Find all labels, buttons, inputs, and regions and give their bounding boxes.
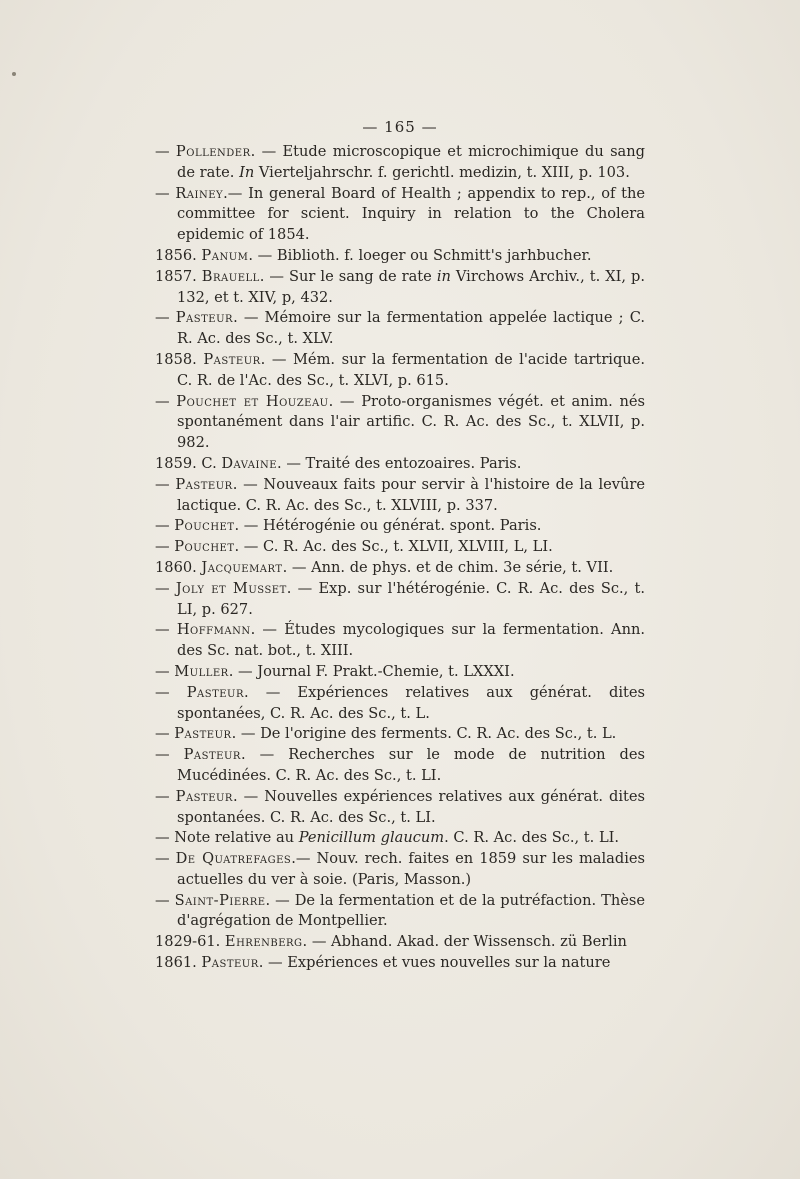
entry-text: . — Etude microscopique et microchimique du sang de rate. [177, 143, 645, 181]
entry-text: .— Nouv. rech. faites en 1859 sur les maladies actuelles du ver à soie. (Paris, Masson.) [177, 850, 646, 888]
author-name: Pouchet et Houzeau [176, 392, 329, 410]
entry-prefix: 1858. [155, 350, 204, 368]
entry-prefix: — [155, 850, 176, 868]
entry-text: . — Traité des entozoaires. Paris. [277, 454, 522, 472]
bibliography-entry [155, 537, 645, 558]
bibliography-entry [155, 516, 645, 537]
author-name: Pouchet [174, 517, 235, 535]
entry-text: . — Expériences relatives aux générat. dites spontanées, C. R. Ac. des Sc., t. L. [177, 683, 645, 722]
entry-text: . — Journal F. Prakt.-Chemie, t. LXXXI. [228, 662, 515, 680]
entry-prefix: 1859. C. [155, 454, 222, 472]
bibliography-entry [155, 350, 645, 392]
entry-text: . — Hétérogénie ou générat. spont. Paris. [234, 517, 542, 535]
entry-prefix: — [155, 143, 176, 160]
page-number: — 165 — [362, 118, 438, 136]
bibliography-entry [155, 454, 645, 475]
entry-prefix: — [155, 621, 177, 639]
bibliography-entry [155, 579, 645, 621]
bibliography-entry [155, 953, 645, 974]
author-name: Pouchet [174, 538, 235, 556]
entry-text-tail: Vierteljahrschr. f. gerichtl. medizin, t. XIII, p. 103. [254, 163, 630, 181]
author-name: Rainey [175, 184, 224, 202]
entry-prefix: 1860. [155, 558, 202, 576]
author-name: Pasteur [174, 725, 232, 743]
entry-text: . — Ann. de phys. et de chim. 3e série, t. VII. [282, 558, 614, 576]
author-name: Pasteur [175, 787, 233, 805]
entry-text: . — Abhand. Akad. der Wissensch. zü Berlin [302, 933, 627, 951]
bibliography-entry [155, 475, 645, 517]
entry-prefix: — [155, 662, 175, 680]
entry-italic: in [436, 267, 451, 285]
author-name: Pasteur [175, 309, 234, 327]
entry-prefix: 1861. [155, 954, 202, 972]
entry-text: . — Mém. sur la fermentation de l'acide tartrique. C. R. de l'Ac. des Sc., t. XLVI, p. 615. [177, 350, 645, 389]
entry-italic: In [239, 163, 255, 181]
entry-prefix: — [155, 683, 187, 701]
bibliography-entry [155, 308, 645, 350]
entry-text: . — De la fermentation et de la putréfaction. Thèse d'agrégation de Montpellier. [177, 891, 646, 930]
entry-prefix: — [155, 538, 175, 556]
bibliography-entry [155, 662, 645, 683]
author-name: Hoffmann [176, 621, 251, 639]
bibliography-entry [155, 745, 645, 787]
author-name: Jacquemart [201, 558, 283, 576]
entry-text: . — Expériences et vues nouvelles sur la nature [258, 954, 611, 972]
bibliography-entry [155, 932, 645, 953]
entry-prefix: 1857. [155, 267, 202, 285]
entry-text: . — Exp. sur l'hétérogénie. C. R. Ac. des Sc., t. LI, p. 627. [177, 579, 646, 618]
entry-text: . — Biblioth. f. loeger ou Schmitt's jarhbucher. [248, 246, 592, 264]
entry-text: .— In general Board of Health ; appendix to rep., of the committee for scient. Inquiry in relation to the Cholera epidemic of 1854. [177, 184, 645, 244]
author-name: Ehrenberg [224, 933, 303, 951]
author-name: De Quatrefages [175, 850, 292, 868]
entry-text: . — Recherches sur le mode de nutrition des Mucédinées. C. R. Ac. des Sc., t. LI. [177, 746, 646, 784]
entry-prefix: — [155, 392, 177, 410]
entry-prefix: — [155, 746, 184, 764]
ink-speck [12, 72, 16, 76]
bibliography-entry [155, 891, 645, 933]
entry-text: . — Sur le sang de rate [259, 267, 437, 285]
author-name: Pasteur [203, 350, 261, 368]
bibliography-entry [155, 267, 645, 309]
entry-italic: Penicillum glaucum [298, 829, 445, 847]
entry-text: . — Études mycologiques sur la fermentation. Ann. des Sc. nat. bot., t. XIII. [177, 621, 646, 660]
entry-prefix: — [155, 787, 176, 805]
bibliography-entry [155, 246, 645, 267]
entry-text: . — Nouveaux faits pour servir à l'histoire de la levûre lactique. C. R. Ac. des Sc., t. XLVIII, p. 337. [177, 475, 646, 514]
entry-prefix: — [155, 891, 175, 909]
author-name: Pasteur [201, 954, 259, 972]
entry-text: . — C. R. Ac. des Sc., t. XLVII, XLVIII, L, LI. [234, 538, 553, 556]
entry-text: . — Nouvelles expériences relatives aux générat. dites spontanées. C. R. Ac. des Sc., t. LI. [177, 787, 646, 826]
author-name: Brauell [201, 267, 260, 285]
bibliography-entry [155, 683, 645, 725]
author-name: Pasteur [183, 746, 241, 764]
author-name: Panum [201, 246, 249, 264]
author-name: Joly et Musset [175, 579, 287, 597]
entry-prefix: — [155, 517, 175, 535]
entry-prefix: — [155, 309, 176, 327]
author-name: Pasteur [186, 683, 245, 701]
entry-prefix: 1829-61. [155, 933, 225, 951]
entry-prefix: — [155, 579, 176, 597]
entry-text: . — Proto-organismes végét. et anim. nés spontanément dans l'air artific. C. R. Ac. des Sc., t. XLVII, p. 982. [177, 392, 645, 452]
bibliography-entry [155, 724, 645, 745]
author-name: Pollender [175, 143, 251, 160]
author-name: Saint-Pierre [174, 891, 266, 909]
entry-prefix: — [155, 475, 176, 493]
author-name: Pasteur [175, 475, 233, 493]
bibliography-entry [155, 184, 645, 246]
entry-text: . — Mémoire sur la fermentation appelée lactique ; C. R. Ac. des Sc., t. XLV. [177, 309, 645, 348]
bibliography-list [155, 142, 645, 974]
bibliography-entry [155, 828, 645, 849]
entry-text: . — De l'origine des ferments. C. R. Ac. des Sc., t. L. [231, 725, 617, 743]
bibliography-entry [155, 392, 645, 454]
entry-prefix: 1856. [155, 246, 202, 264]
bibliography-entry [155, 787, 645, 829]
entry-prefix: — [155, 184, 176, 202]
author-name: Muller [174, 662, 229, 680]
entry-text-tail: Virchows Archiv., t. XI, p. 132, et t. XIV, p, 432. [177, 267, 645, 306]
author-name: Davaine [221, 454, 278, 472]
bibliography-entry [155, 620, 645, 662]
bibliography-entry [155, 142, 645, 184]
bibliography-entry [155, 849, 645, 891]
entry-prefix: — [155, 725, 175, 743]
bibliography-entry [155, 558, 645, 579]
entry-text-tail: . C. R. Ac. des Sc., t. LI. [444, 829, 620, 847]
entry-prefix: — Note relative au [155, 829, 299, 847]
